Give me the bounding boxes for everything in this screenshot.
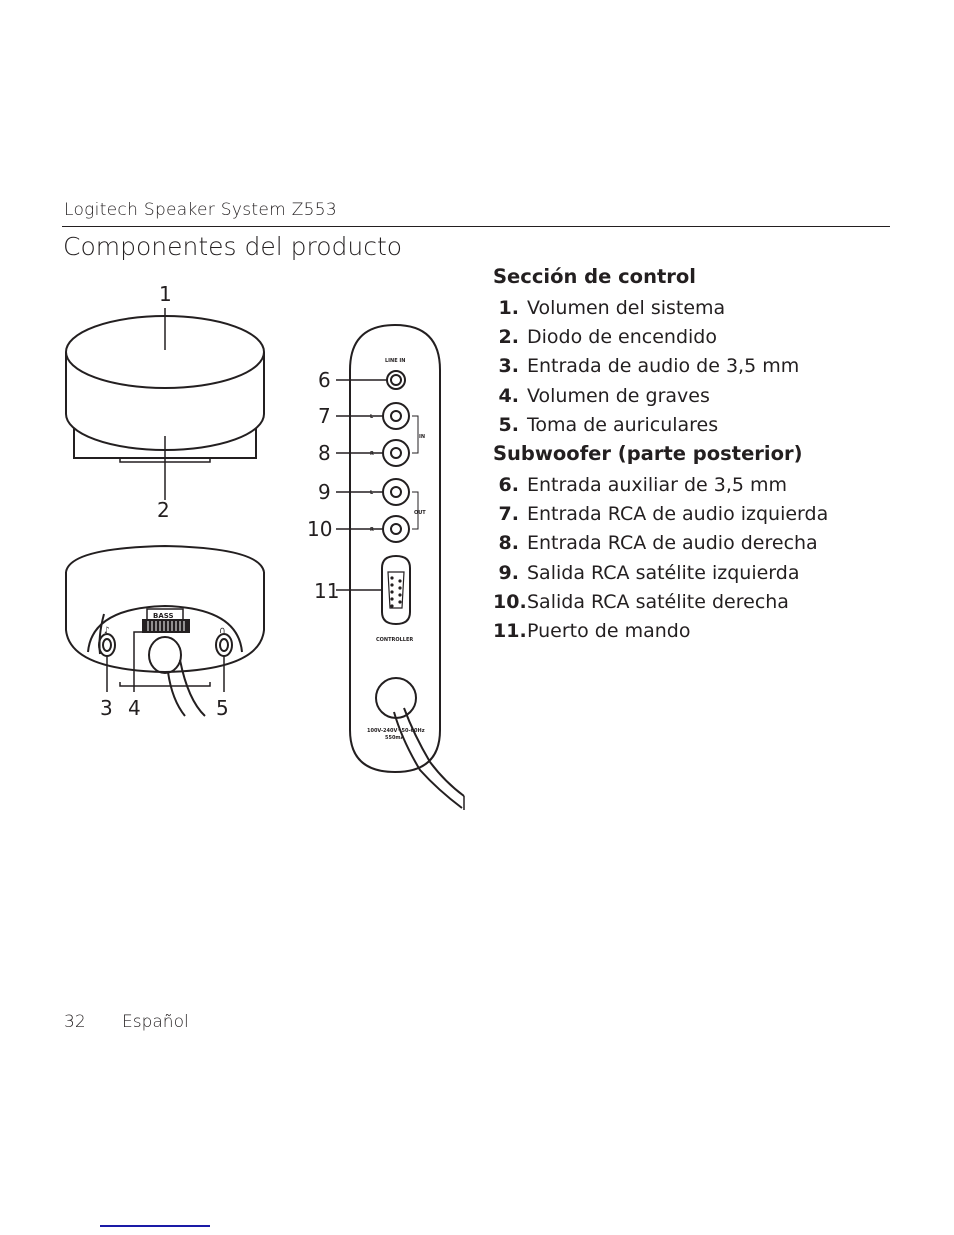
bass-label: BASS <box>153 612 174 620</box>
left-mark-in: L <box>370 414 374 420</box>
item-label: Puerto de mando <box>527 619 691 642</box>
item-label: Entrada RCA de audio izquierda <box>527 503 829 526</box>
product-name: Logitech Speaker System Z553 <box>64 200 337 220</box>
item-label: Volumen del sistema <box>527 297 726 319</box>
item-number: 6. <box>498 474 519 496</box>
list-item <box>493 382 799 411</box>
item-label: Salida RCA satélite izquierda <box>527 561 800 584</box>
item-label: Entrada RCA de audio derecha <box>527 532 818 555</box>
page-number: 32 <box>64 1012 86 1032</box>
list-item <box>493 323 799 352</box>
power-rating-line-1: 100V-240V~50-60Hz <box>367 728 425 734</box>
item-label: Entrada de audio de 3,5 mm <box>527 355 800 378</box>
item-number: 2. <box>498 326 519 349</box>
list-item <box>493 500 828 529</box>
callout-10: 10 <box>307 517 333 541</box>
list-item <box>493 411 799 440</box>
list-item <box>493 617 828 646</box>
subwoofer-section-list <box>493 471 828 646</box>
callout-6: 6 <box>318 368 331 392</box>
list-item <box>493 559 828 588</box>
item-label: Salida RCA satélite derecha <box>527 590 789 613</box>
headphones-icon: ∩ <box>219 626 226 636</box>
page-title: Componentes del producto <box>63 232 403 261</box>
item-label: Entrada auxiliar de 3,5 mm <box>527 474 788 496</box>
item-number: 10. <box>493 590 527 613</box>
list-item <box>493 471 828 500</box>
list-item <box>493 588 828 617</box>
item-number: 4. <box>498 384 519 407</box>
control-section-heading: Sección de control <box>493 265 696 288</box>
out-label: OUT <box>414 510 426 516</box>
callout-5: 5 <box>216 696 229 720</box>
control-section-list <box>493 294 799 440</box>
item-number: 7. <box>498 503 519 526</box>
item-number: 9. <box>498 561 519 584</box>
item-number: 3. <box>498 355 519 378</box>
controller-label: CONTROLLER <box>376 637 414 643</box>
footer-language: Español <box>122 1012 189 1032</box>
bottom-link-underline[interactable] <box>100 1225 210 1227</box>
item-number: 8. <box>498 532 519 555</box>
list-item <box>493 294 799 323</box>
callout-3: 3 <box>100 696 113 720</box>
line-in-label: LINE IN <box>385 358 406 364</box>
in-label: IN <box>419 434 426 440</box>
music-note-icon: ♪ <box>104 626 110 636</box>
left-mark-out: L <box>370 490 374 496</box>
control-pod-front-view <box>66 546 264 716</box>
callout-4: 4 <box>128 696 141 720</box>
callout-11: 11 <box>314 579 340 603</box>
subwoofer-section-heading: Subwoofer (parte posterior) <box>493 442 803 465</box>
callout-9: 9 <box>318 480 331 504</box>
callout-8: 8 <box>318 441 331 465</box>
item-label: Volumen de graves <box>527 384 710 407</box>
item-number: 1. <box>498 297 519 319</box>
callout-7: 7 <box>318 404 331 428</box>
item-number: 5. <box>498 413 519 436</box>
power-rating-line-2: 550mA <box>385 735 405 741</box>
list-item <box>493 529 828 558</box>
callout-2: 2 <box>157 498 170 522</box>
item-label: Toma de auriculares <box>527 413 719 436</box>
item-label: Diodo de encendido <box>527 326 717 349</box>
control-pod-top-view <box>66 308 264 500</box>
item-number: 11. <box>493 619 527 642</box>
right-mark-out: R <box>370 527 374 533</box>
callout-1: 1 <box>159 282 172 306</box>
right-mark-in: R <box>370 451 374 457</box>
list-item <box>493 352 799 381</box>
